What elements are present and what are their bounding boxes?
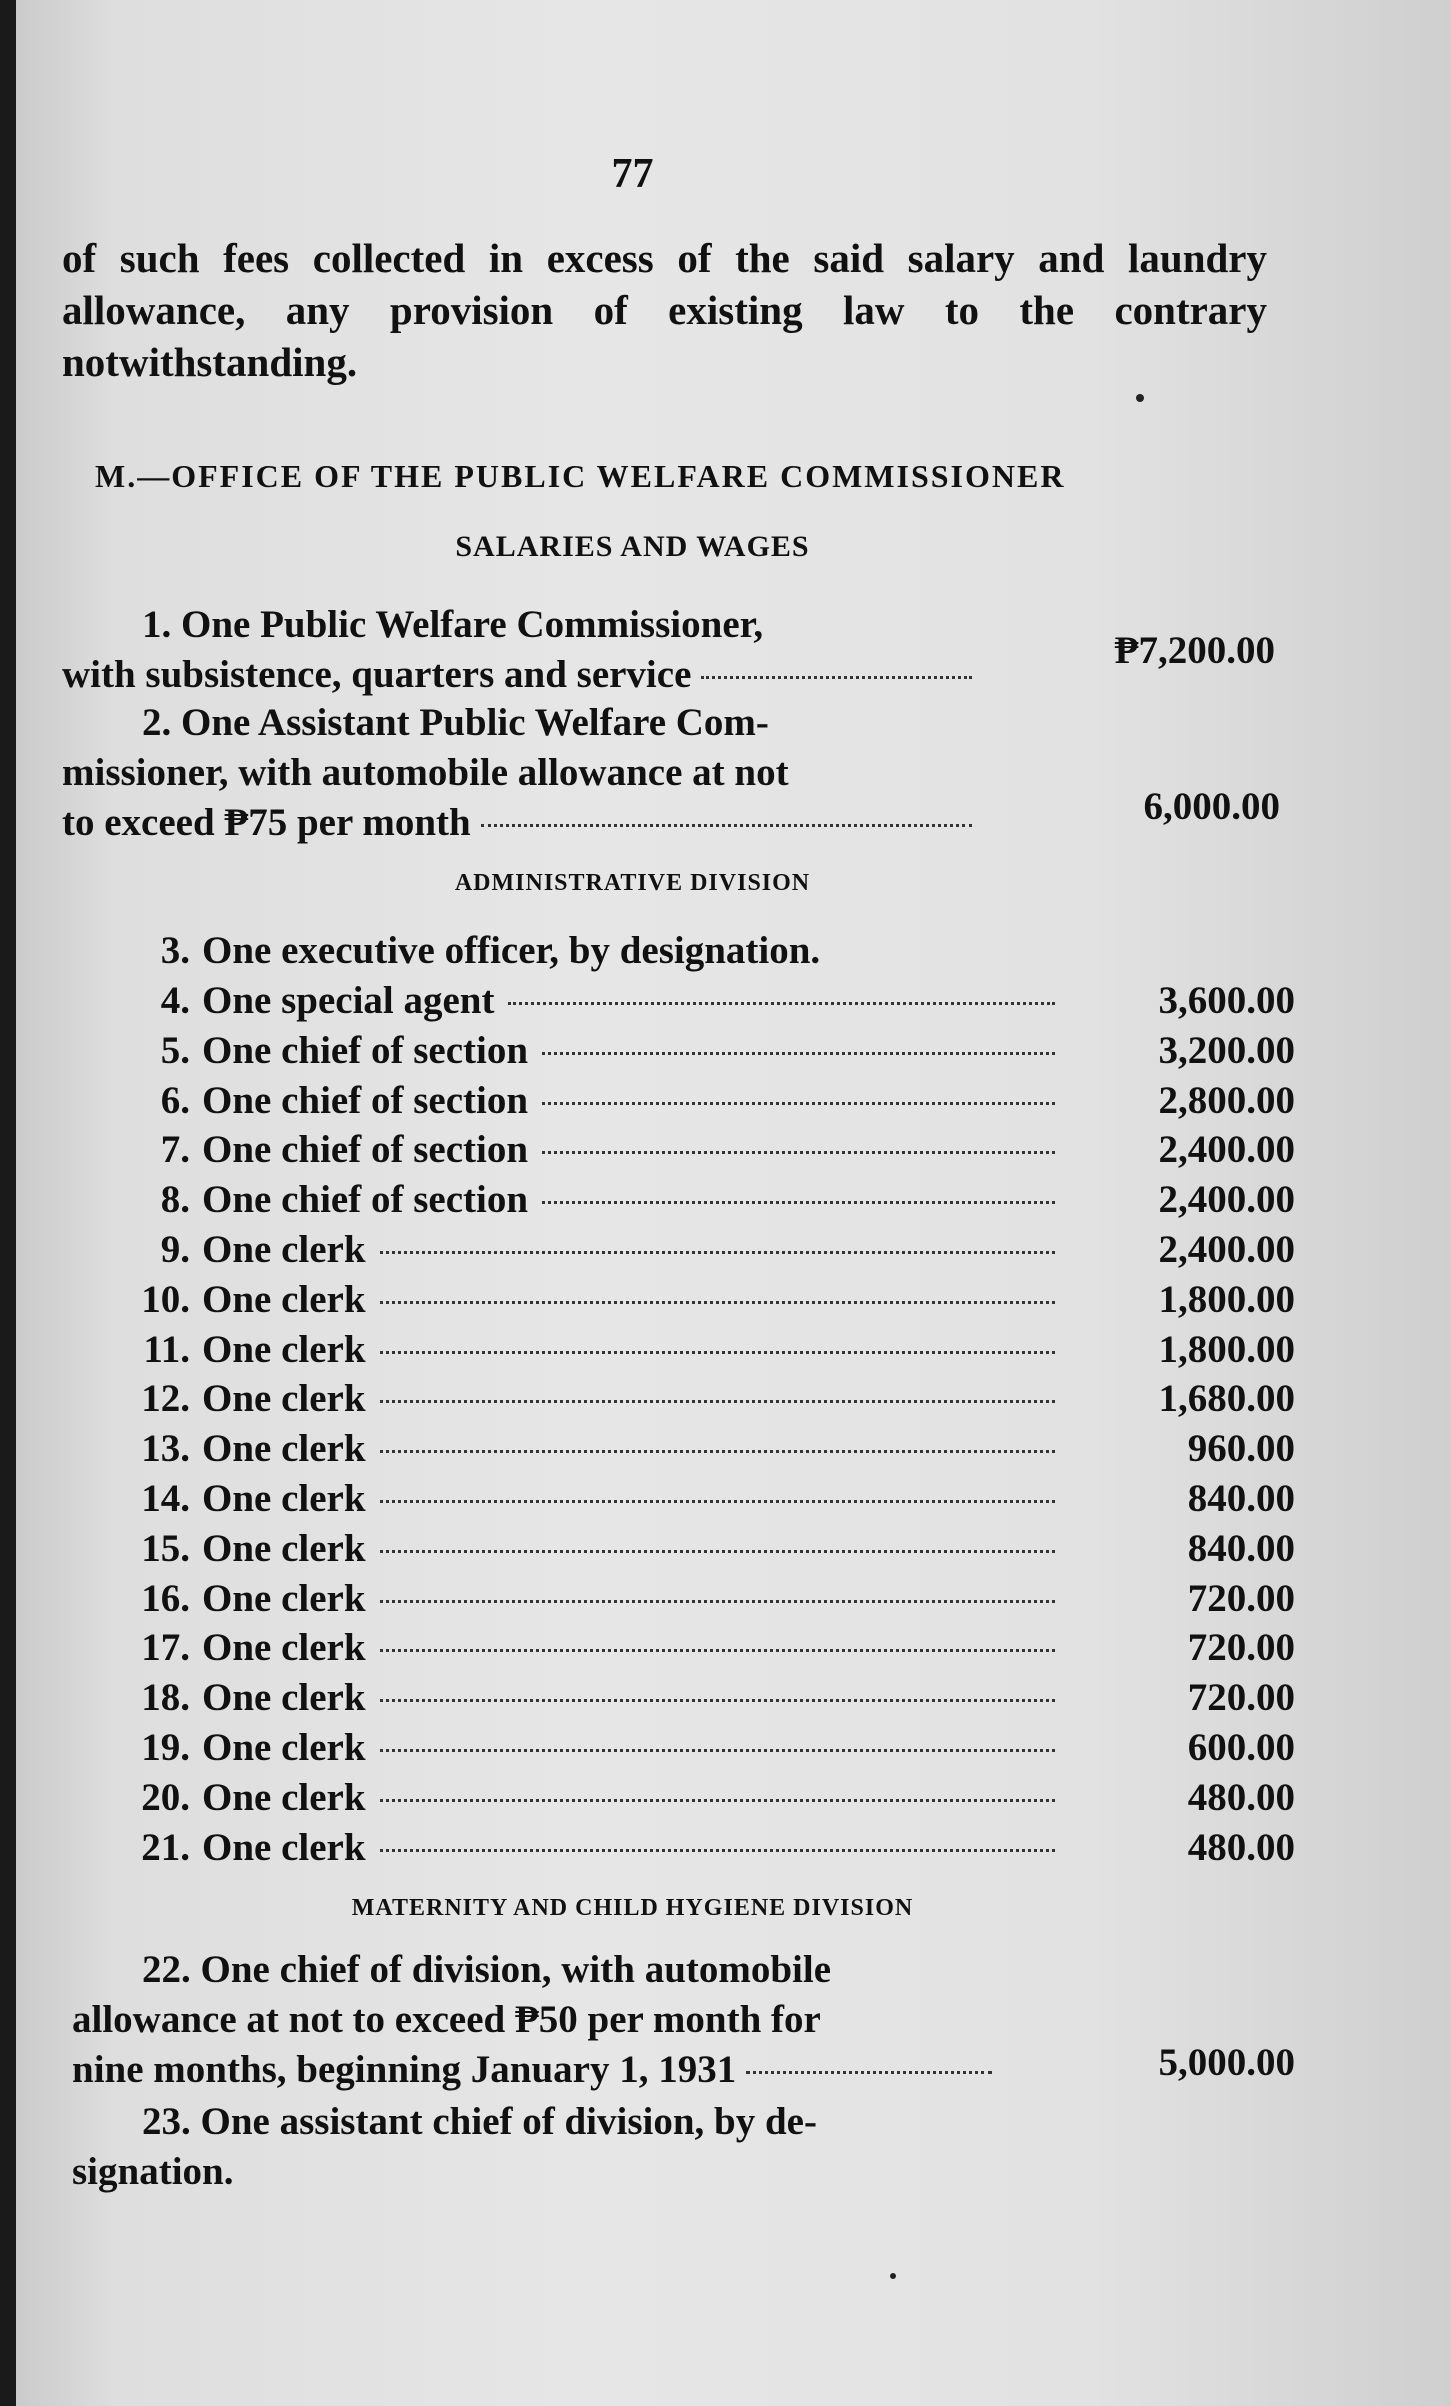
item-label: One clerk (202, 1377, 366, 1420)
item-number: 20. (141, 1776, 190, 1819)
print-speck (1136, 394, 1144, 402)
admin-item-row (120, 1227, 1295, 1277)
admin-item-row (120, 1775, 1295, 1825)
item-amount: 960.00 (1187, 1427, 1295, 1470)
entry-1-number: 1. (142, 603, 172, 646)
admin-item-row (120, 1376, 1295, 1426)
item-number: 8. (160, 1178, 190, 1221)
admin-item-row (120, 1576, 1295, 1626)
item-label: One chief of section (202, 1079, 529, 1122)
section-title: M.—OFFICE OF THE PUBLIC WELFARE COMMISSIONER (95, 458, 1066, 494)
item-amount: 600.00 (1187, 1726, 1295, 1769)
dot-leader (380, 1749, 1055, 1752)
item-amount: 2,400.00 (1158, 1128, 1295, 1171)
administrative-division-heading: ADMINISTRATIVE DIVISION (454, 870, 811, 896)
item-label: One clerk (202, 1228, 366, 1271)
item-number: 17. (141, 1626, 190, 1669)
item-number: 6. (160, 1079, 190, 1122)
item-amount: 720.00 (1187, 1626, 1295, 1669)
print-speck (890, 2273, 896, 2279)
item-label: One clerk (202, 1577, 366, 1620)
admin-item-row (120, 1277, 1295, 1327)
item-number: 13. (141, 1427, 190, 1470)
dot-leader (542, 1052, 1055, 1055)
item-amount: 840.00 (1187, 1527, 1295, 1570)
admin-item-row (120, 1725, 1295, 1775)
dot-leader (542, 1201, 1055, 1204)
admin-item-row (120, 1028, 1295, 1078)
admin-item-row (120, 1675, 1295, 1725)
entry-22 (72, 1945, 1032, 2095)
entry-22-line-3: nine months, beginning January 1, 1931 (72, 2048, 737, 2091)
item-number: 4. (160, 979, 190, 1022)
intro-paragraph: of such fees collected in excess of the said salary and laundry allowance, any provision of existing law to the contrary notwithstanding. (62, 235, 1267, 385)
item-label: One clerk (202, 1776, 366, 1819)
admin-item-row (120, 1625, 1295, 1675)
item-number: 18. (141, 1676, 190, 1719)
item-amount: 480.00 (1187, 1826, 1295, 1869)
dot-leader (380, 1450, 1055, 1453)
admin-item-row (120, 1526, 1295, 1576)
item-number: 19. (141, 1726, 190, 1769)
dot-leader (380, 1351, 1055, 1354)
item-label: One chief of section (202, 1029, 529, 1072)
entry-23-line-1: One assistant chief of division, by de- (200, 2100, 817, 2143)
entry-2-line-1: One Assistant Public Welfare Com- (181, 701, 769, 744)
entry-23-number: 23. (142, 2100, 191, 2143)
item-label: One executive officer, by designation. (202, 929, 821, 972)
entry-23-line-2: signation. (72, 2150, 234, 2193)
item-number: 10. (141, 1278, 190, 1321)
entry-1-line-1: One Public Welfare Commissioner, (181, 603, 764, 646)
item-number: 21. (141, 1826, 190, 1869)
item-amount: 1,800.00 (1158, 1278, 1295, 1321)
item-label: One chief of section (202, 1178, 529, 1221)
maternity-division-heading: MATERNITY AND CHILD HYGIENE DIVISION (351, 1895, 914, 1921)
item-amount: 1,800.00 (1158, 1328, 1295, 1371)
entry-2 (62, 698, 972, 848)
entry-22-line-2: allowance at not to exceed ₱50 per month for (72, 1998, 821, 2041)
entry-1 (62, 600, 972, 700)
entry-22-line-1: One chief of division, with automobile (200, 1948, 832, 1991)
entry-2-line-2: missioner, with automobile allowance at not (62, 751, 789, 794)
item-amount: 2,400.00 (1158, 1228, 1295, 1271)
item-label: One clerk (202, 1626, 366, 1669)
page-binding-edge (0, 0, 16, 2406)
salaries-subheading: SALARIES AND WAGES (455, 530, 810, 563)
item-label: One clerk (202, 1427, 366, 1470)
item-number: 15. (141, 1527, 190, 1570)
item-label: One clerk (202, 1826, 366, 1869)
item-number: 7. (160, 1128, 190, 1171)
item-label: One clerk (202, 1477, 366, 1520)
dot-leader (380, 1849, 1055, 1852)
item-label: One chief of section (202, 1128, 529, 1171)
item-number: 3. (160, 929, 190, 972)
admin-item-row (120, 1177, 1295, 1227)
entry-2-number: 2. (142, 701, 172, 744)
item-number: 16. (141, 1577, 190, 1620)
dot-leader (380, 1251, 1055, 1254)
dot-leader (380, 1400, 1055, 1403)
admin-item-row (120, 1476, 1295, 1526)
dot-leader (701, 676, 972, 679)
admin-item-row (120, 1127, 1295, 1177)
item-amount: 1,680.00 (1158, 1377, 1295, 1420)
item-amount: 3,200.00 (1158, 1029, 1295, 1072)
admin-item-row (120, 1426, 1295, 1476)
item-label: One clerk (202, 1328, 366, 1371)
admin-item-row (120, 1078, 1295, 1128)
item-label: One clerk (202, 1527, 366, 1570)
dot-leader (542, 1151, 1055, 1154)
item-amount: 2,800.00 (1158, 1079, 1295, 1122)
item-amount: 3,600.00 (1158, 979, 1295, 1022)
item-number: 11. (143, 1328, 190, 1371)
entry-2-amount: 6,000.00 (1143, 785, 1280, 828)
admin-item-row (120, 1825, 1295, 1875)
entry-1-amount: ₱7,200.00 (1114, 629, 1275, 672)
item-label: One clerk (202, 1676, 366, 1719)
dot-leader (746, 2071, 992, 2074)
admin-item-3 (120, 928, 1295, 978)
page-number: 77 (611, 151, 654, 197)
dot-leader (380, 1600, 1055, 1603)
dot-leader (380, 1550, 1055, 1553)
item-amount: 720.00 (1187, 1676, 1295, 1719)
dot-leader (542, 1102, 1055, 1105)
item-number: 12. (141, 1377, 190, 1420)
entry-2-line-3: to exceed ₱75 per month (62, 801, 471, 844)
dot-leader (380, 1699, 1055, 1702)
item-label: One clerk (202, 1278, 366, 1321)
dot-leader (380, 1649, 1055, 1652)
dot-leader (481, 824, 972, 827)
entry-23 (72, 2097, 992, 2197)
item-amount: 2,400.00 (1158, 1178, 1295, 1221)
admin-item-row (120, 978, 1295, 1028)
item-amount: 720.00 (1187, 1577, 1295, 1620)
dot-leader (380, 1500, 1055, 1503)
item-number: 5. (160, 1029, 190, 1072)
item-label: One clerk (202, 1726, 366, 1769)
dot-leader (380, 1799, 1055, 1802)
entry-22-amount: 5,000.00 (1158, 2041, 1295, 2084)
item-number: 14. (141, 1477, 190, 1520)
item-amount: 480.00 (1187, 1776, 1295, 1819)
admin-item-row (120, 1327, 1295, 1377)
item-amount: 840.00 (1187, 1477, 1295, 1520)
item-label: One special agent (202, 979, 495, 1022)
dot-leader (508, 1002, 1055, 1005)
item-number: 9. (160, 1228, 190, 1271)
dot-leader (380, 1301, 1055, 1304)
entry-1-line-2: with subsistence, quarters and service (62, 653, 692, 696)
entry-22-number: 22. (142, 1948, 191, 1991)
